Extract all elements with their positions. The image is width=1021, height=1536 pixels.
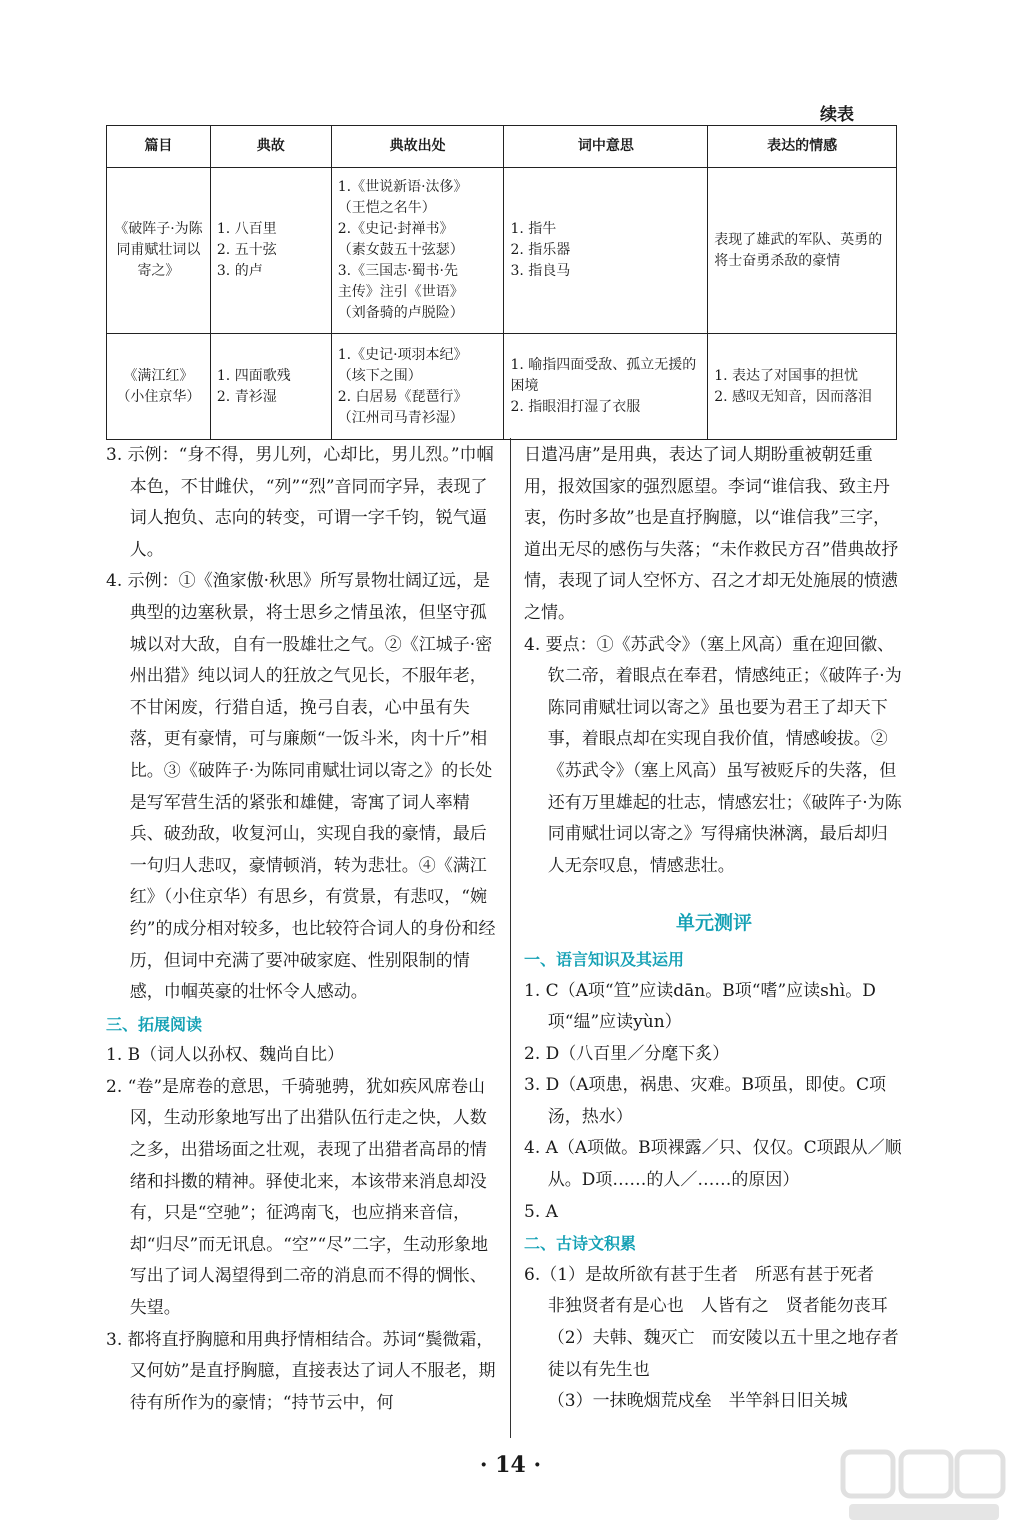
source-line: 1.《史记·项羽本纪》 [337, 346, 468, 363]
source-line: （王恺之名牛） [337, 200, 436, 216]
row-sources [331, 334, 504, 440]
row-meanings [504, 334, 708, 440]
meaning-item: 1. 指牛 [510, 221, 557, 237]
section-heading: 三、拓展阅读 [106, 1014, 203, 1034]
meaning-item: 2. 指眼泪打湿了衣服 [510, 399, 641, 415]
row-title: 《满江红》（小住京华） [107, 334, 211, 440]
answer-paragraph: 5. A [524, 1201, 558, 1222]
answer-paragraph: 3. 都将直抒胸臆和用典抒情相结合。苏词“鬓微霜，又何妨”是直抒胸臆，直接表达了词人不服老，期待有所作为的豪情；“持节云中，何 [106, 1329, 496, 1413]
answer-paragraph: 日遣冯唐”是用典，表达了词人期盼重被朝廷重用，报效国家的强烈愿望。李词“谁信我、致主丹衷，伤时多故”也是直抒胸臆，以“谁信我”三字，道出无尽的感伤与失落；“未作救民方召”借典故抒情，表现了词人空怀方、召之才却无处施展的愤懑之情。 [524, 445, 899, 623]
allusion-item: 2. 五十弦 [216, 242, 277, 258]
answer-paragraph: 2. “卷”是席卷的意思，千骑驰骋，犹如疾风席卷山冈，生动形象地写出了出猎队伍行走之快，人数之多，出猎场面之壮观，表现了出猎者高昂的情绪和抖擞的精神。驿使北来，本该带来消息却没有，只是“空驰”；征鸿南飞，也应捎来音信，却“归尽”而无讯息。“空”“尽”二字，生动形象地写出了词人渴望得到二帝的消息而不得的惆怅、失望。 [106, 1076, 488, 1319]
source-line: （刘备骑的卢脱险） [337, 305, 464, 321]
row-emotion: 1. 表达了对国事的担忧 2. 感叹无知音，因而落泪 [708, 334, 897, 440]
allusion-item: 2. 青衫湿 [216, 388, 277, 405]
meaning-item: 1. 喻指四面受敌、孤立无援的困境 [510, 357, 697, 394]
table-row [107, 168, 897, 334]
allusion-item: 1. 八百里 [216, 221, 277, 237]
meaning-item: 2. 指乐器 [510, 242, 571, 258]
table-row [107, 334, 897, 440]
answer-paragraph: （3）一抹晚烟荒戍垒 半竿斜日旧关城 [547, 1391, 848, 1412]
allusion-item: 3. 的卢 [216, 263, 263, 279]
source-line: （垓下之围） [337, 367, 422, 384]
row-meanings [504, 168, 708, 334]
header-allusion: 典故 [210, 126, 331, 168]
answer-paragraph: 1. C（A项“笪”应读dān。B项“嗜”应读shì。D项“缊”应读yùn） [524, 980, 876, 1033]
meaning-item: 3. 指良马 [510, 263, 571, 279]
unit-title: 单元测评 [675, 912, 752, 935]
table-header-row [107, 126, 897, 168]
watermark-logo [839, 1446, 1009, 1526]
right-column [524, 440, 916, 1418]
row-allusions [210, 168, 331, 334]
answer-paragraph: 3. D（A项患，祸患、灾难。B项虽，即使。C项汤，热水） [524, 1075, 887, 1127]
row-title: 《破阵子·为陈同甫赋壮词以寄之》 [107, 168, 211, 334]
source-line: （江州司马青衫湿） [337, 409, 464, 426]
source-line: 2. 白居易《琵琶行》 [337, 388, 468, 405]
section-heading: 一、语言知识及其运用 [524, 949, 685, 969]
row-sources [331, 168, 504, 334]
page-number: · 14 · [479, 1452, 542, 1478]
header-title: 篇目 [107, 126, 211, 168]
header-emotion: 表达的情感 [708, 126, 897, 168]
header-meaning: 词中意思 [504, 126, 708, 168]
left-column [106, 440, 498, 1419]
source-line: 3.《三国志·蜀书·先 [337, 263, 458, 279]
allusion-table [106, 125, 897, 440]
source-line: 2.《史记·封禅书》 [337, 221, 454, 237]
source-line: （素女鼓五十弦瑟） [337, 242, 464, 258]
answer-paragraph: 4. A（A项做。B项裸露／只、仅仅。C项跟从／顺从。D项……的人／……的原因） [524, 1138, 902, 1191]
column-divider [510, 438, 511, 1438]
answer-paragraph: 4. 示例：①《渔家傲·秋思》所写景物壮阔辽远，是典型的边塞秋景，将士思乡之情虽浓，但坚守孤城以对大敌，自有一股雄壮之气。②《江城子·密州出猎》纯以词人的狂放之气见长，不服年老，不甘闲废，行猎自适，挽弓自表，心中虽有失落，更有豪情，可与廉颇“一饭斗米，肉十斤”相比。③《破阵子·为陈同甫赋壮词以寄之》的长处是写军营生活的紧张和雄健，寄寓了词人率精兵、破劲敌，收复河山，实现自我的豪情，最后一句归人悲叹，豪情顿消，转为悲壮。④《满江红》（小住京华）有思乡，有赏景，有悲叹，“婉约”的成分相对较多，也比较符合词人的身份和经历，但词中充满了要冲破家庭、性别限制的情感，巾帼英豪的壮怀令人感动。 [106, 571, 496, 1003]
answer-paragraph: 2. D（八百里／分麾下炙） [524, 1043, 730, 1064]
row-allusions [210, 334, 331, 440]
answer-paragraph: 4. 要点：①《苏武令》（塞上风高）重在迎回徽、钦二帝，着眼点在奉君，情感纯正；《破阵子·为陈同甫赋壮词以寄之》虽也要为君王了却天下事，着眼点却在实现自我价值，情感峻拔。②《苏武令》（塞上风高）虽写被贬斥的失落，但还有万里雄起的壮志，情感宏壮；《破阵子·为陈同甫赋壮词以寄之》写得痛快淋漓，最后却归人无奈叹息，情感悲壮。 [524, 634, 902, 876]
source-line: 主传》注引《世语》 [337, 284, 464, 300]
answer-paragraph: 6.（1）是故所欲有甚于生者 所恶有甚于死者 非独贤者有是心也 人皆有之 贤者能勿丧耳 [524, 1264, 892, 1317]
source-line: 1.《世说新语·汰侈》 [337, 179, 468, 195]
continued-label: 续表 [820, 105, 854, 125]
answer-paragraph: 1. B（词人以孙权、魏尚自比） [106, 1045, 345, 1066]
section-heading: 二、古诗文积累 [524, 1234, 637, 1254]
row-emotion: 表现了雄武的军队、英勇的将士奋勇杀敌的豪情 [708, 168, 897, 334]
answer-paragraph: （2）夫韩、魏灭亡 而安陵以五十里之地存者 徒以有先生也 [547, 1328, 916, 1380]
answer-paragraph: 3. 示例：“身不得，男儿列，心却比，男儿烈。”巾帼本色，不甘雌伏，“列”“烈”音同而字异，表现了词人抱负、志向的转变，可谓一字千钧，锐气逼人。 [106, 445, 494, 560]
allusion-item: 1. 四面歌残 [216, 367, 291, 384]
header-source: 典故出处 [331, 126, 504, 168]
